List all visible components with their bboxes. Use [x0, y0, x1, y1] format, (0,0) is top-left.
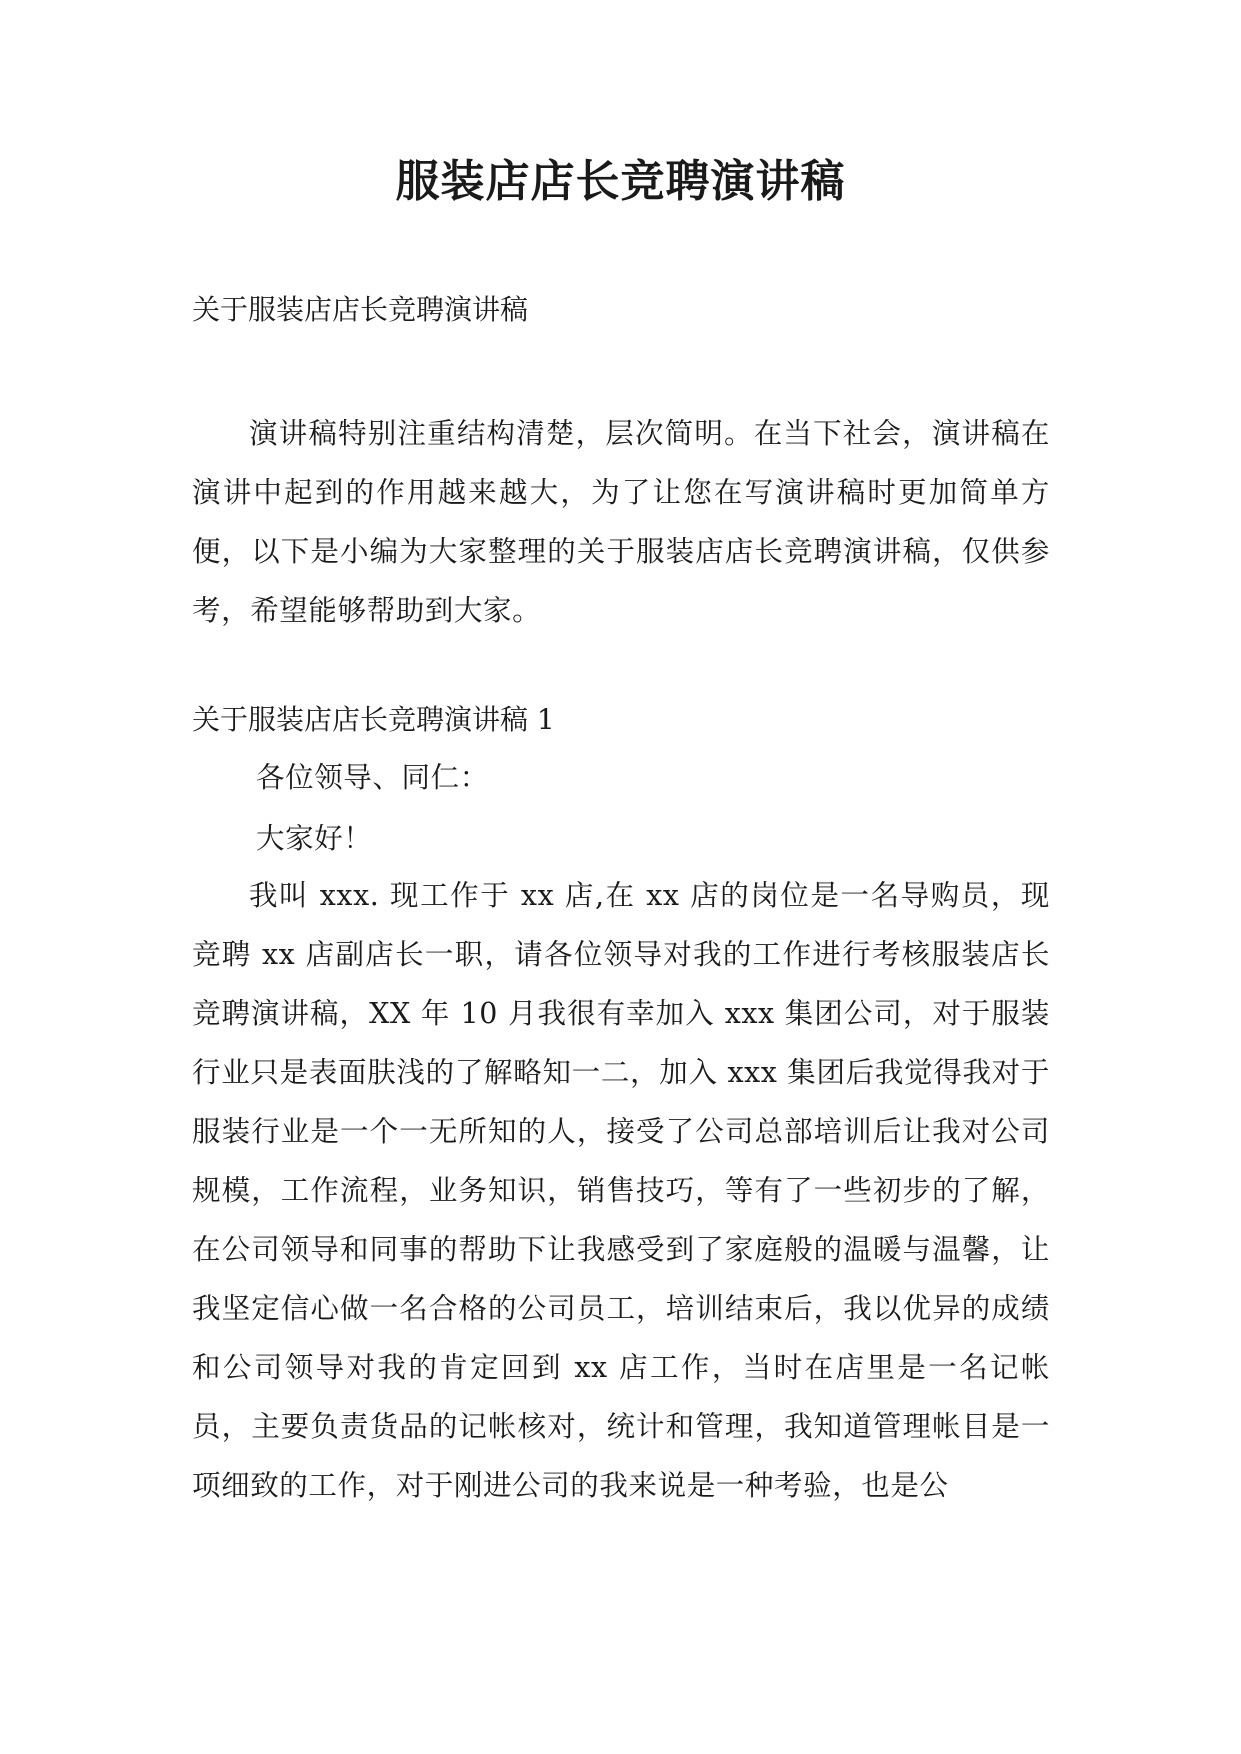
document-subtitle: 关于服装店店长竞聘演讲稿	[192, 293, 529, 326]
greeting: 大家好！	[256, 822, 373, 855]
intro-paragraph: 演讲稿特别注重结构清楚，层次简明。在当下社会，演讲稿在演讲中起到的作用越来越大，为了让您在写演讲稿时更加简单方便，以下是小编为大家整理的关于服装店店长竞聘演讲稿，仅供参考，希望能够帮助到大家。	[192, 417, 1050, 627]
body-paragraph: 我叫 xxx. 现工作于 xx 店,在 xx 店的岗位是一名导购员，现竞聘 xx 店副店长一职，请各位领导对我的工作进行考核服装店长竞聘演讲稿，XX 年 10 月我很有幸加入 xxx 集团公司，对于服装行业只是表面肤浅的了解略知一二，加入 xxx 集团后我觉得我对于服装行业是一个一无所知的人，接受了公司总部培训后让我对公司规模，工作流程，业务知识，销售技巧，等有了一些初步的了解，在公司领导和同事的帮助下让我感受到了家庭般的温暖与温馨，让我坚定信心做一名合格的公司员工，培训结束后，我以优异的成绩和公司领导对我的肯定回到 xx 店工作，当时在店里是一名记帐员，主要负责货品的记帐核对，统计和管理，我知道管理帐目是一项细致的工作，对于刚进公司的我来说是一种考验，也是公	[192, 879, 1050, 1502]
salutation: 各位领导、同仁：	[256, 761, 489, 794]
section-heading: 关于服装店店长竞聘演讲稿 1	[192, 703, 555, 736]
document-title: 服装店店长竞聘演讲稿	[395, 156, 846, 207]
